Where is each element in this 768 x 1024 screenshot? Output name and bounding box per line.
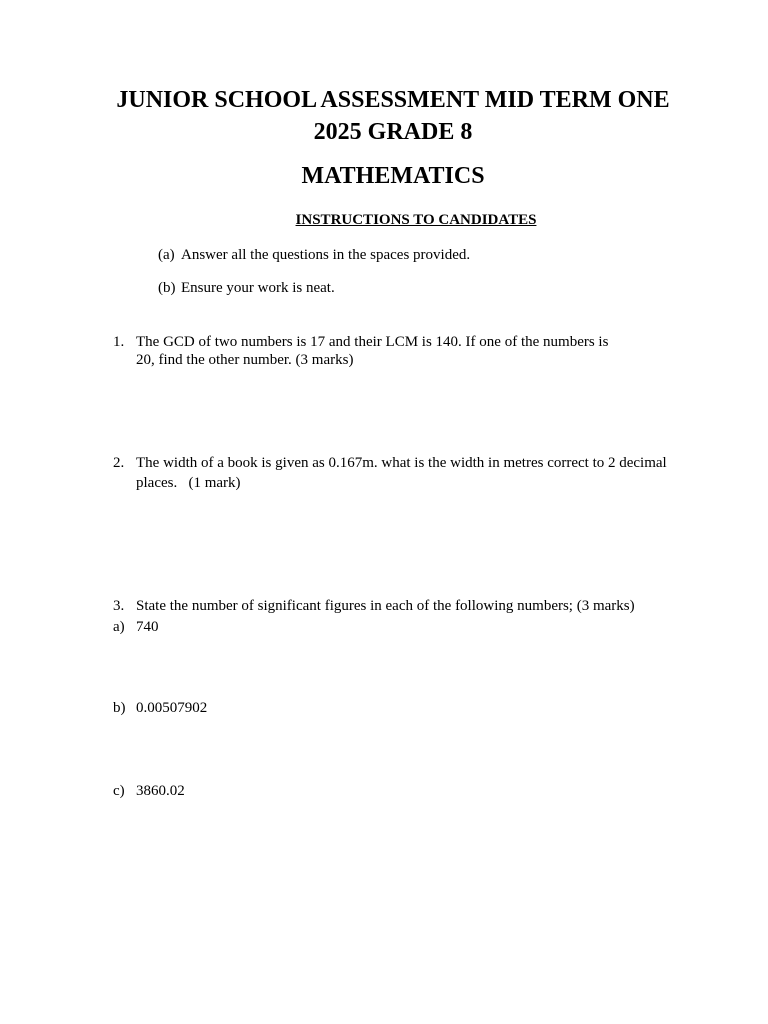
part-marker: a) (113, 619, 125, 635)
question-text: 20, find the other number. (3 marks) (136, 352, 354, 368)
question-text: places. (1 mark) (136, 475, 241, 491)
question-text: The width of a book is given as 0.167m. what is the width in metres correct to 2 decimal (136, 455, 667, 471)
part-text: 3860.02 (136, 783, 185, 799)
subject-title: MATHEMATICS (301, 163, 485, 189)
instructions-heading: INSTRUCTIONS TO CANDIDATES (295, 212, 537, 228)
question-number: 2. (113, 455, 125, 471)
part-marker: c) (113, 783, 125, 799)
instruction-text: Answer all the questions in the spaces provided. (181, 247, 471, 263)
question-text: State the number of significant figures in each of the following numbers; (3 marks) (136, 598, 635, 614)
question-number: 1. (113, 334, 125, 350)
part-text: 0.00507902 (136, 700, 208, 716)
exam-title-line-2: 2025 GRADE 8 (313, 119, 473, 145)
instruction-marker: (a) (158, 247, 175, 263)
question-text: The GCD of two numbers is 17 and their LCM is 140. If one of the numbers is (136, 334, 609, 350)
part-marker: b) (113, 700, 126, 716)
exam-title-line-1: JUNIOR SCHOOL ASSESSMENT MID TERM ONE (116, 87, 670, 113)
part-text: 740 (136, 619, 159, 635)
question-number: 3. (113, 598, 125, 614)
instruction-text: Ensure your work is neat. (181, 280, 335, 296)
instruction-marker: (b) (158, 280, 176, 296)
